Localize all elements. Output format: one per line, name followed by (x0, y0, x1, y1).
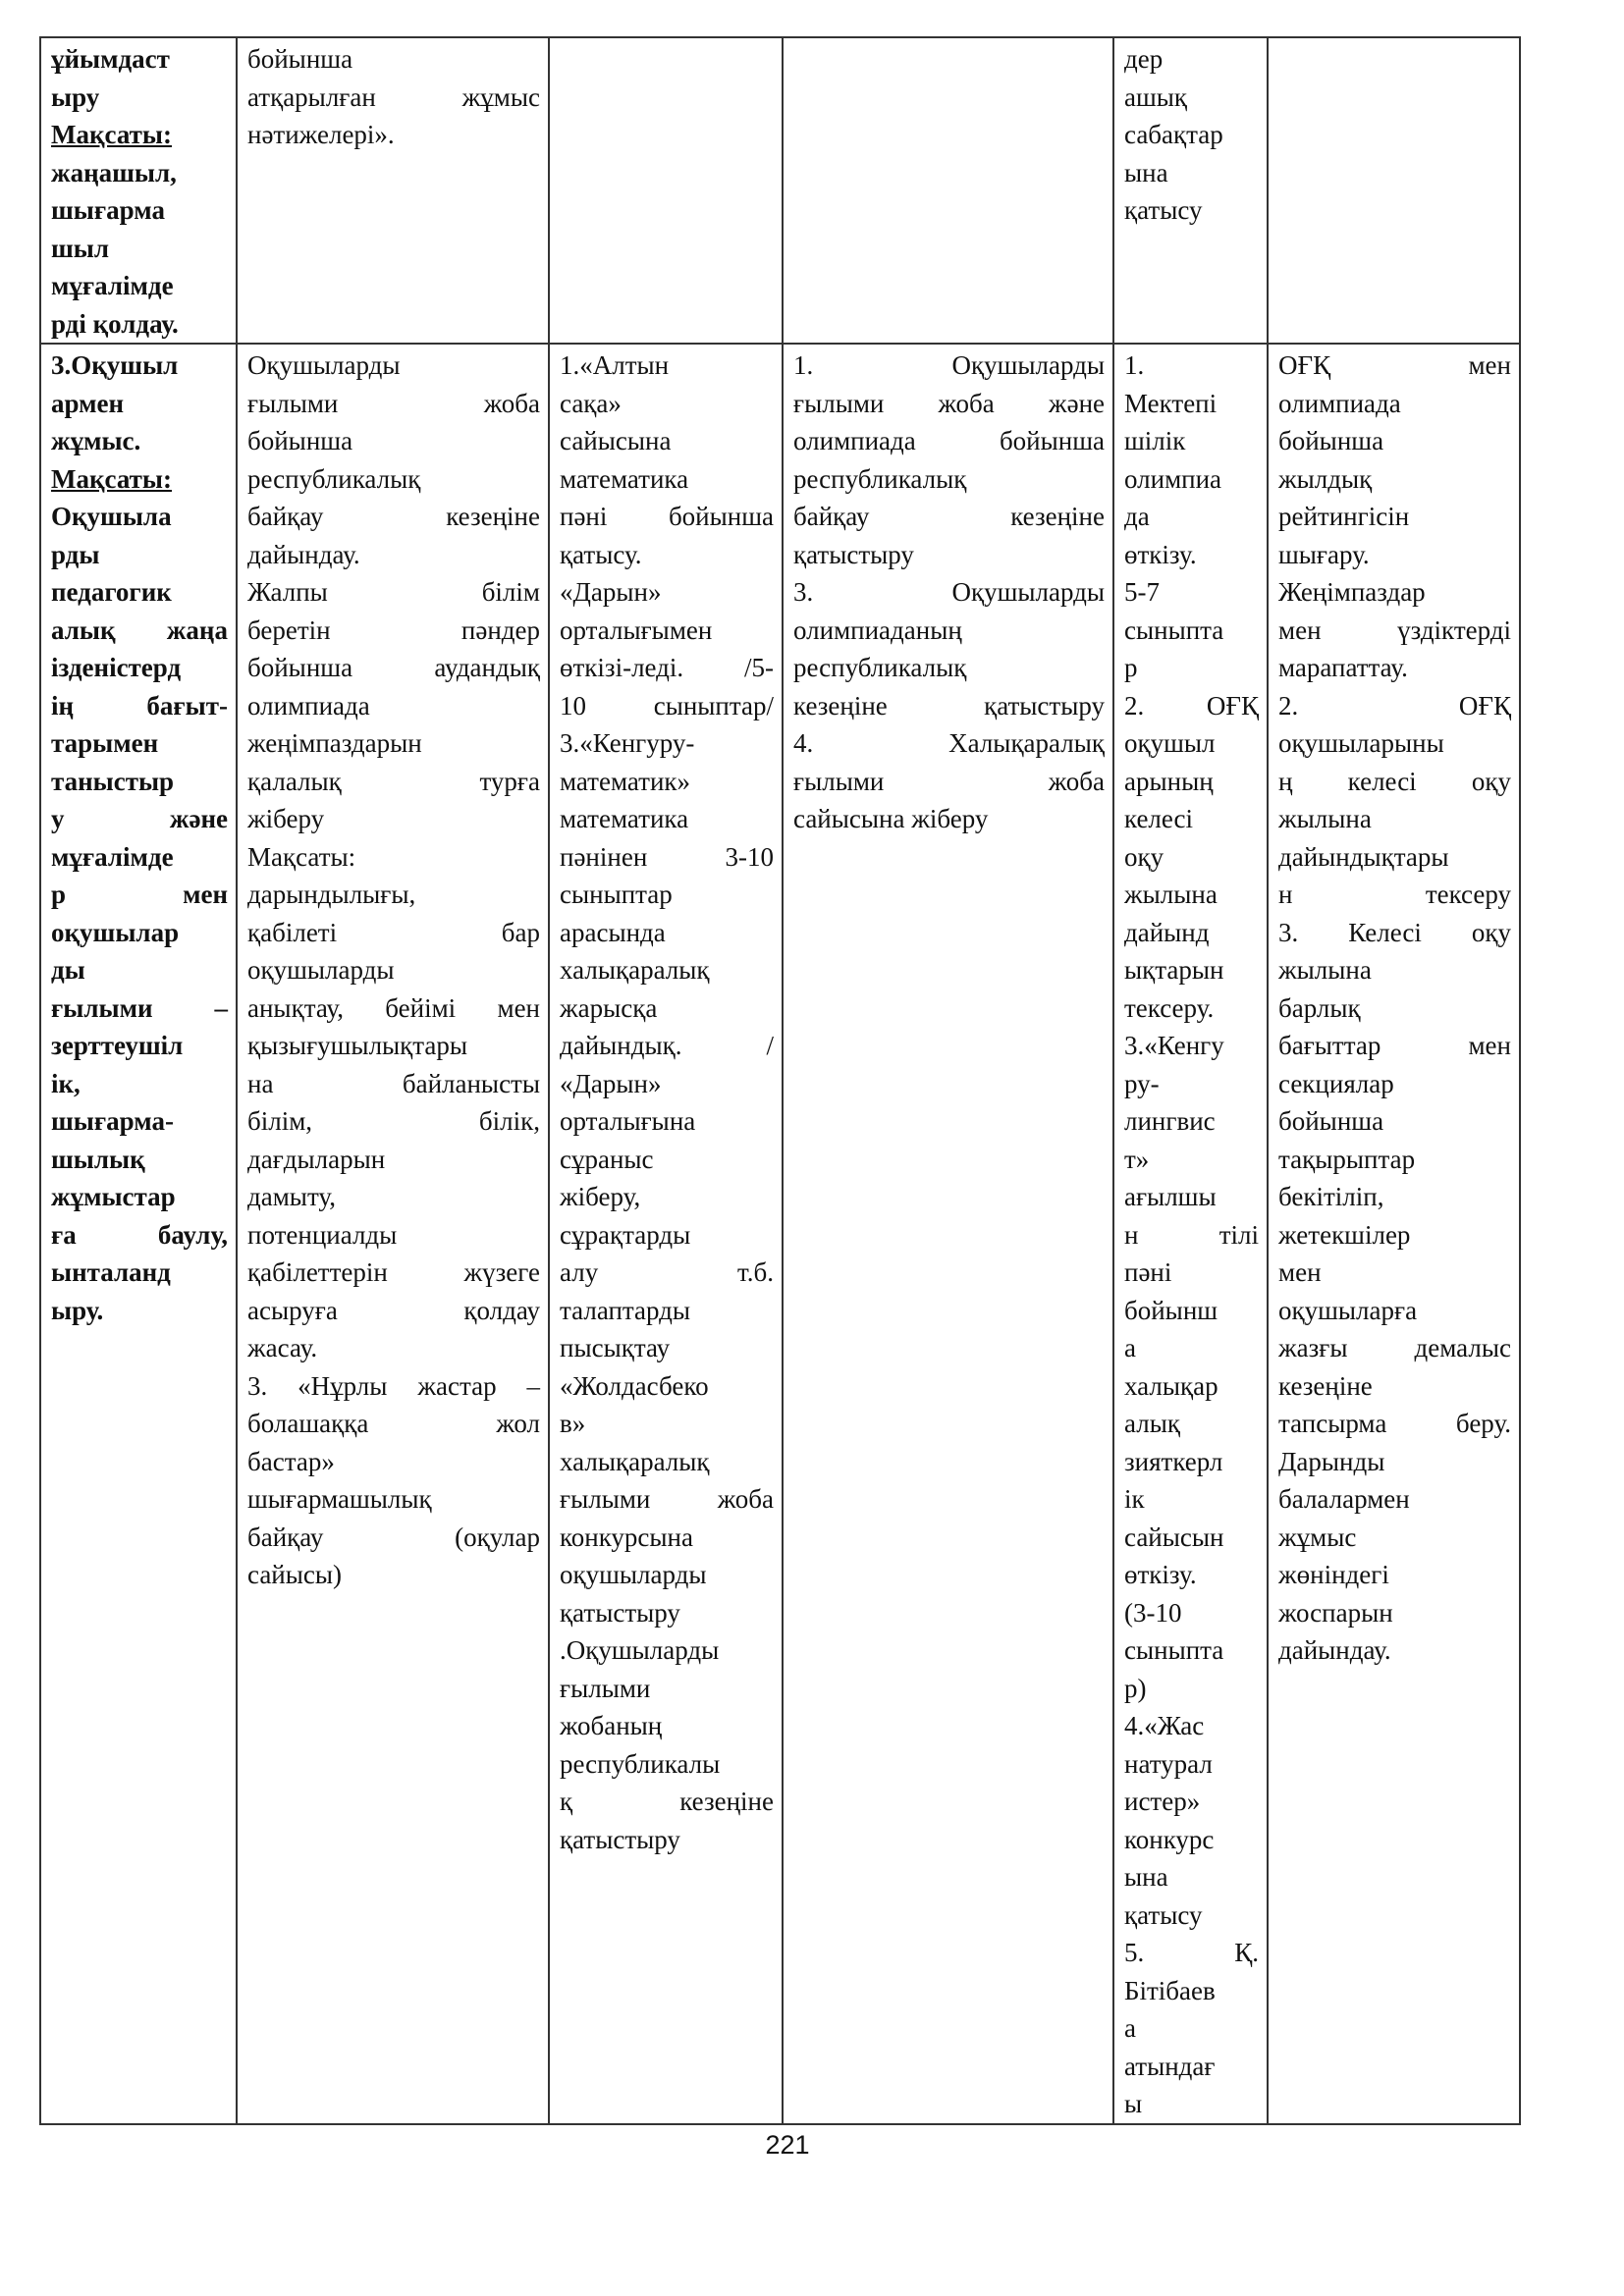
cell-line: алық жаңа (51, 614, 228, 645)
cell-line: Бітібаев (1124, 1975, 1216, 2005)
cell-line: тақырыптар (1278, 1144, 1416, 1174)
cell-line: болашаққа жол (247, 1409, 540, 1438)
cell-line: олимпиа (1124, 463, 1222, 494)
cell-line: жобаның (560, 1711, 663, 1740)
cell-line: Мақсаты: (51, 120, 172, 149)
cell-line: жұмыс. (51, 426, 141, 455)
cell-line: конкурсына (560, 1522, 693, 1552)
cell-line: 3.Оқушыл (51, 350, 179, 380)
cell-line: дамыту, (247, 1182, 336, 1211)
cell-line: бағыттар мен (1278, 1031, 1511, 1060)
cell-line: бойынш (1124, 1295, 1218, 1325)
cell-line: 2. ОҒҚ (1278, 690, 1511, 721)
cell-line: сұраныс (560, 1144, 654, 1174)
cell-line: қ кезеңіне (560, 1787, 774, 1816)
cell-line: арасында (560, 917, 666, 947)
cell-line: дайындау. (1278, 1635, 1391, 1665)
cell-line: 2. ОҒҚ (1124, 690, 1259, 721)
cell-line: талаптарды (560, 1295, 691, 1325)
cell-line: тапсырма беру. (1278, 1409, 1511, 1438)
cell-line: 1. (1124, 350, 1145, 380)
cell-line: қатыстыру (560, 1824, 680, 1854)
cell-participation (783, 344, 1113, 2124)
cell-line: бекітіліп, (1278, 1182, 1384, 1211)
cell-results (1268, 344, 1520, 2124)
cell-line: лингвис (1124, 1106, 1216, 1136)
cell-line: р (1124, 653, 1138, 682)
cell-line: келесі (1124, 804, 1194, 833)
cell-line: педагогик (51, 577, 172, 607)
cell-line: жетекшілер (1278, 1219, 1411, 1250)
cell-line: жарысқа (560, 992, 658, 1023)
cell-line: республикалық (793, 653, 967, 682)
cell-line: н тілі (1124, 1219, 1259, 1250)
cell-line: оқушыларға (1278, 1295, 1418, 1325)
cell-line: ізденістерд (51, 653, 182, 682)
cell-line: армен (51, 388, 125, 418)
cell-line: шығармашылық (247, 1484, 432, 1514)
cell-school-events (1113, 37, 1268, 344)
table-body (40, 37, 1520, 2124)
cell-line: мұғалімде (51, 841, 174, 872)
cell-line: ғылыми жоба (793, 766, 1105, 796)
cell-line: оқу (1124, 841, 1164, 872)
cell-line: қатыстыру (560, 1597, 680, 1628)
cell-line: рейтингісін (1278, 502, 1410, 531)
cell-line: 5-7 (1124, 577, 1160, 607)
cell-line: олимпиада бойынша (793, 426, 1105, 455)
cell-line: пәнінен 3-10 (560, 841, 774, 872)
cell-line: жөніндегі (1278, 1560, 1389, 1589)
cell-line: пәні (1124, 1257, 1172, 1287)
cell-line: зерттеушіл (51, 1031, 184, 1060)
cell-line: ң келесі оқу (1278, 766, 1511, 796)
cell-line: бойынша (1278, 1106, 1384, 1136)
cell-direction (40, 344, 237, 2124)
cell-line: пысықтау (560, 1333, 671, 1362)
cell-results (1268, 37, 1520, 344)
cell-line: ыру. (51, 1295, 104, 1325)
cell-line: қызығушылықтары (247, 1031, 468, 1060)
cell-line: ғылыми жоба және (793, 388, 1105, 418)
cell-line: жылына (1278, 955, 1372, 985)
cell-line: ы (1124, 2089, 1143, 2118)
cell-line: халықаралық (560, 955, 710, 985)
cell-line: атындағ (1124, 2051, 1216, 2081)
cell-line: дер (1124, 44, 1164, 74)
cell-line: республикалық (247, 463, 421, 494)
cell-line: дайынд (1124, 917, 1210, 947)
cell-line: халықар (1124, 1370, 1218, 1401)
cell-line: ғылыми жоба (247, 388, 540, 418)
cell-line: жіберу (247, 804, 325, 833)
cell-line: Жеңімпаздар (1278, 577, 1426, 607)
cell-line: потенциалды (247, 1219, 398, 1250)
cell-line: қатысу. (560, 539, 642, 569)
cell-line: шығару. (1278, 539, 1370, 569)
cell-line: .Оқушыларды (560, 1635, 720, 1665)
cell-line: 5. Қ. (1124, 1938, 1259, 1967)
cell-activities (237, 37, 549, 344)
cell-line: конкурс (1124, 1824, 1215, 1854)
cell-line: ды (51, 955, 85, 985)
cell-line: (3-10 (1124, 1597, 1182, 1628)
cell-school-events (1113, 344, 1268, 2124)
cell-line: өткізу. (1124, 539, 1197, 569)
cell-line: тексеру. (1124, 992, 1215, 1023)
cell-line: шыл (51, 233, 110, 263)
cell-line: республикалық (793, 463, 967, 494)
cell-line: ға баулу, (51, 1219, 228, 1250)
cell-line: ұйымдаст (51, 44, 170, 74)
cell-line: 10 сыныптар/ (560, 690, 774, 721)
cell-line: ашық (1124, 81, 1188, 112)
cell-line: 3.«Кенгу (1124, 1031, 1224, 1060)
cell-line: ағылшы (1124, 1182, 1217, 1211)
cell-line: байқау кезеңіне (247, 502, 540, 531)
cell-line: балалармен (1278, 1484, 1410, 1514)
cell-line: сайысы) (247, 1560, 343, 1589)
cell-line: жоспарын (1278, 1597, 1393, 1628)
cell-line: дайындық. / (560, 1031, 774, 1060)
cell-line: ына (1124, 1862, 1168, 1892)
cell-line: а (1124, 2013, 1136, 2043)
cell-line: жұмыс (1278, 1522, 1357, 1552)
cell-activities (237, 344, 549, 2124)
cell-line: в» (560, 1409, 586, 1438)
cell-line: «Жолдасбеко (560, 1370, 709, 1401)
cell-line: жаңашыл, (51, 157, 177, 187)
cell-line: барлық (1278, 992, 1361, 1023)
cell-line: жіберу, (560, 1182, 641, 1211)
cell-line: шілік (1124, 426, 1186, 455)
cell-line: дағдыларын (247, 1144, 386, 1174)
cell-line: қатыстыру (793, 539, 914, 569)
cell-line: натурал (1124, 1748, 1213, 1779)
cell-line: мен үздіктерді (1278, 614, 1511, 645)
cell-line: орталығына (560, 1106, 696, 1136)
cell-line: тарымен (51, 728, 159, 758)
table-row (40, 344, 1520, 2124)
cell-line: анықтау, бейімі мен (247, 992, 540, 1023)
cell-line: ру- (1124, 1068, 1160, 1098)
cell-line: Мақсаты: (51, 463, 172, 494)
cell-line: 4. Халықаралық (793, 728, 1105, 758)
cell-line: сайысына (560, 426, 672, 455)
cell-line: кезеңіне қатыстыру (793, 690, 1105, 721)
cell-line: байқау кезеңіне (793, 502, 1105, 531)
cell-line: Оқушыларды (247, 350, 401, 380)
cell-line: олимпиада (247, 690, 370, 721)
cell-line: бойынша (247, 44, 353, 74)
cell-line: 3. «Нұрлы жастар – (247, 1370, 540, 1401)
cell-line: олимпиаданың (793, 614, 962, 645)
cell-events (549, 37, 783, 344)
page-number-text: 221 (765, 2130, 810, 2160)
table-row (40, 37, 1520, 344)
cell-line: ғылыми (560, 1673, 651, 1703)
cell-line: оқушылар (51, 917, 180, 947)
cell-line: дайындау. (247, 539, 360, 569)
cell-line: ғылыми – (51, 992, 228, 1023)
cell-line: таныстыр (51, 766, 175, 796)
cell-line: бастар» (247, 1446, 335, 1476)
cell-line: ынталанд (51, 1257, 171, 1287)
cell-line: рды (51, 539, 100, 569)
cell-line: математика (560, 463, 689, 494)
cell-line: 3. Оқушыларды (793, 577, 1105, 607)
cell-line: сайысына жіберу (793, 804, 989, 833)
cell-line: оқушыл (1124, 728, 1216, 758)
work-plan-table (39, 36, 1521, 2125)
cell-line: жеңімпаздарын (247, 728, 422, 758)
cell-line: жасау. (247, 1333, 318, 1362)
cell-line: қабілеті бар (247, 917, 540, 947)
cell-line: 1. Оқушыларды (793, 350, 1105, 380)
cell-line: атқарылған жұмыс (247, 81, 540, 112)
cell-line: сұрақтарды (560, 1219, 691, 1250)
cell-line: математик» (560, 766, 691, 796)
cell-line: у және (51, 804, 228, 833)
cell-line: жазғы демалыс (1278, 1333, 1511, 1362)
cell-line: сыныпта (1124, 1635, 1224, 1665)
cell-line: жылына (1278, 804, 1372, 833)
cell-line: білім, білік, (247, 1106, 540, 1136)
cell-line: 1.«Алтын (560, 350, 670, 380)
cell-line: н тексеру (1278, 880, 1511, 909)
cell-line: жылына (1124, 880, 1218, 909)
cell-direction (40, 37, 237, 344)
cell-events (549, 344, 783, 2124)
cell-line: олимпиада (1278, 388, 1401, 418)
cell-line: шығарма (51, 195, 165, 225)
cell-line: р мен (51, 880, 228, 909)
cell-line: оқушыларды (560, 1560, 707, 1589)
cell-line: ік, (51, 1068, 81, 1098)
cell-line: қабілеттерін жүзеге (247, 1257, 540, 1287)
cell-line: а (1124, 1333, 1136, 1362)
cell-line: 3.«Кенгуру- (560, 728, 695, 758)
cell-line: өткізі-леді. /5- (560, 653, 774, 682)
cell-line: ықтарын (1124, 955, 1224, 985)
cell-line: нәтижелері». (247, 120, 395, 149)
cell-line: ғылыми жоба (560, 1484, 774, 1514)
cell-line: 3. Келесі оқу (1278, 917, 1511, 947)
cell-line: шылық (51, 1144, 145, 1174)
cell-line: республикалы (560, 1748, 721, 1779)
cell-line: қатысу (1124, 195, 1203, 225)
cell-line: сыныптар (560, 880, 673, 909)
cell-line: дарындылығы, (247, 880, 416, 909)
cell-line: қалалық турға (247, 766, 540, 796)
cell-line: секциялар (1278, 1068, 1394, 1098)
cell-line: ОҒҚ мен (1278, 350, 1511, 380)
cell-line: халықаралық (560, 1446, 710, 1476)
cell-line: беретін пәндер (247, 614, 540, 645)
cell-line: сыныпта (1124, 614, 1224, 645)
cell-line: зияткерл (1124, 1446, 1223, 1476)
cell-line: жылдық (1278, 463, 1373, 494)
cell-participation (783, 37, 1113, 344)
cell-line: Оқушыла (51, 502, 172, 531)
cell-line: алу т.б. (560, 1257, 774, 1287)
cell-line: Мектепі (1124, 388, 1218, 418)
page-number (0, 2130, 1624, 2161)
cell-line: «Дарын» (560, 1068, 662, 1098)
cell-line: өткізу. (1124, 1560, 1197, 1589)
cell-line: орталығымен (560, 614, 713, 645)
cell-line: ына (1124, 157, 1168, 187)
cell-line: бойынша (1278, 426, 1384, 455)
cell-line: 4.«Жас (1124, 1711, 1205, 1740)
cell-line: на байланысты (247, 1068, 540, 1098)
cell-line: р) (1124, 1673, 1147, 1703)
cell-line: Дарынды (1278, 1446, 1385, 1476)
cell-line: жұмыстар (51, 1182, 176, 1211)
cell-line: мен (1278, 1257, 1322, 1287)
cell-line: Жалпы білім (247, 577, 540, 607)
cell-line: бойынша (247, 426, 353, 455)
cell-line: байқау (оқулар (247, 1522, 540, 1552)
cell-line: қатысу (1124, 1899, 1203, 1930)
cell-line: оқушыларды (247, 955, 395, 985)
cell-line: шығарма- (51, 1106, 174, 1136)
cell-line: арының (1124, 766, 1214, 796)
cell-line: кезеңіне (1278, 1370, 1373, 1401)
cell-line: ыру (51, 81, 100, 112)
cell-line: ік (1124, 1484, 1145, 1514)
cell-line: математика (560, 804, 689, 833)
cell-line: сабақтар (1124, 120, 1223, 149)
cell-line: алық (1124, 1409, 1180, 1438)
cell-line: ің бағыт- (51, 690, 228, 721)
cell-line: оқушыларыны (1278, 728, 1444, 758)
cell-line: асыруға қолдау (247, 1295, 540, 1325)
cell-line: марапаттау. (1278, 653, 1408, 682)
cell-line: пәні бойынша (560, 502, 774, 531)
cell-line: дайындықтары (1278, 841, 1449, 872)
cell-line: рді қолдау. (51, 308, 179, 339)
cell-line: «Дарын» (560, 577, 662, 607)
cell-line: сайысын (1124, 1522, 1224, 1552)
cell-line: т» (1124, 1144, 1150, 1174)
cell-line: сақа» (560, 388, 622, 418)
cell-line: мұғалімде (51, 271, 174, 300)
cell-line: истер» (1124, 1787, 1201, 1816)
cell-line: бойынша аудандық (247, 653, 540, 682)
cell-line: Мақсаты: (247, 841, 356, 872)
cell-line: да (1124, 502, 1150, 531)
